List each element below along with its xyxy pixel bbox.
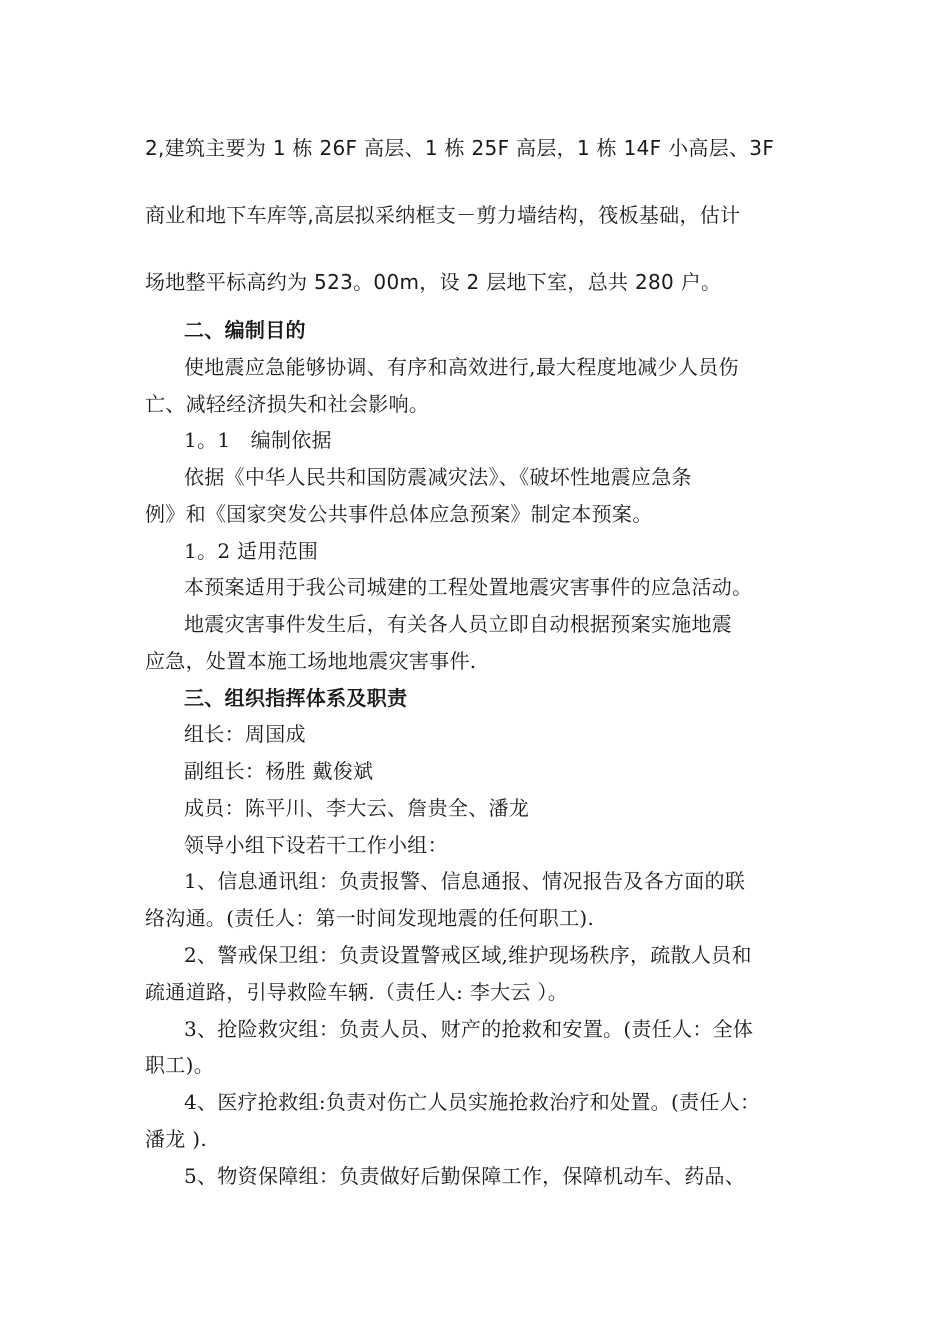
- section-2-para-line-2: 亡、减轻经济损失和社会影响。: [145, 392, 430, 416]
- intro-line-1: 2,建筑主要为 1 栋 26F 高层、1 栋 25F 高层，1 栋 14F 小高层、3F: [145, 136, 775, 160]
- subsection-1-2-line-1: 本预案适用于我公司城建的工程处置地震灾害事件的应急活动。: [184, 575, 753, 599]
- group-5-line-1: 5、物资保障组：负责做好后勤保障工作，保障机动车、药品、: [184, 1164, 746, 1188]
- deputy-leader-line: 副组长：杨胜 戴俊斌: [184, 759, 374, 783]
- subsection-1-2-line-2: 地震灾害事件发生后，有关各人员立即自动根据预案实施地震: [184, 612, 733, 636]
- group-1-line-2: 络沟通。(责任人：第一时间发现地震的任何职工).: [145, 906, 595, 930]
- group-1-line-1: 1、信息通讯组：负责报警、信息通报、情况报告及各方面的联: [184, 869, 746, 893]
- subsection-1-2-title: 1。2 适用范围: [184, 539, 319, 563]
- group-4-line-1: 4、医疗抢救组:负责对伤亡人员实施抢救治疗和处置。(责任人：: [184, 1090, 761, 1114]
- group-4-line-2: 潘龙 ).: [145, 1127, 208, 1151]
- section-3-heading: 三、组织指挥体系及职责: [184, 686, 408, 710]
- group-3-line-2: 职工)。: [145, 1053, 215, 1077]
- intro-line-2: 商业和地下车库等,高层拟采纳框支－剪力墙结构，筏板基础，估计: [145, 203, 741, 227]
- section-2-heading: 二、编制目的: [184, 318, 306, 342]
- intro-line-3: 场地整平标高约为 523。00m，设 2 层地下室，总共 280 户。: [145, 270, 722, 294]
- leader-line: 组长：周国成: [184, 722, 306, 746]
- subsection-1-1-line-2: 例》和《国家突发公共事件总体应急预案》制定本预案。: [145, 502, 653, 526]
- section-2-para-line-1: 使地震应急能够协调、有序和高效进行,最大程度地减少人员伤: [184, 355, 739, 379]
- members-line: 成员：陈平川、李大云、詹贵全、潘龙: [184, 796, 530, 820]
- group-3-line-1: 3、抢险救灾组：负责人员、财产的抢救和安置。(责任人：全体: [184, 1017, 754, 1041]
- subsection-1-1-line-1: 依据《中华人民共和国防震减灾法》、《破坏性地震应急条: [184, 465, 692, 489]
- group-2-line-2: 疏通道路，引导救险车辆.（责任人: 李大云 ）。: [145, 980, 569, 1004]
- subsection-1-2-line-3: 应急，处置本施工场地地震灾害事件.: [145, 649, 477, 673]
- groups-intro-line: 领导小组下设若干工作小组：: [184, 833, 448, 857]
- group-2-line-1: 2、警戒保卫组：负责设置警戒区域,维护现场秩序，疏散人员和: [184, 943, 752, 967]
- subsection-1-1-title: 1。1 编制依据: [184, 428, 332, 452]
